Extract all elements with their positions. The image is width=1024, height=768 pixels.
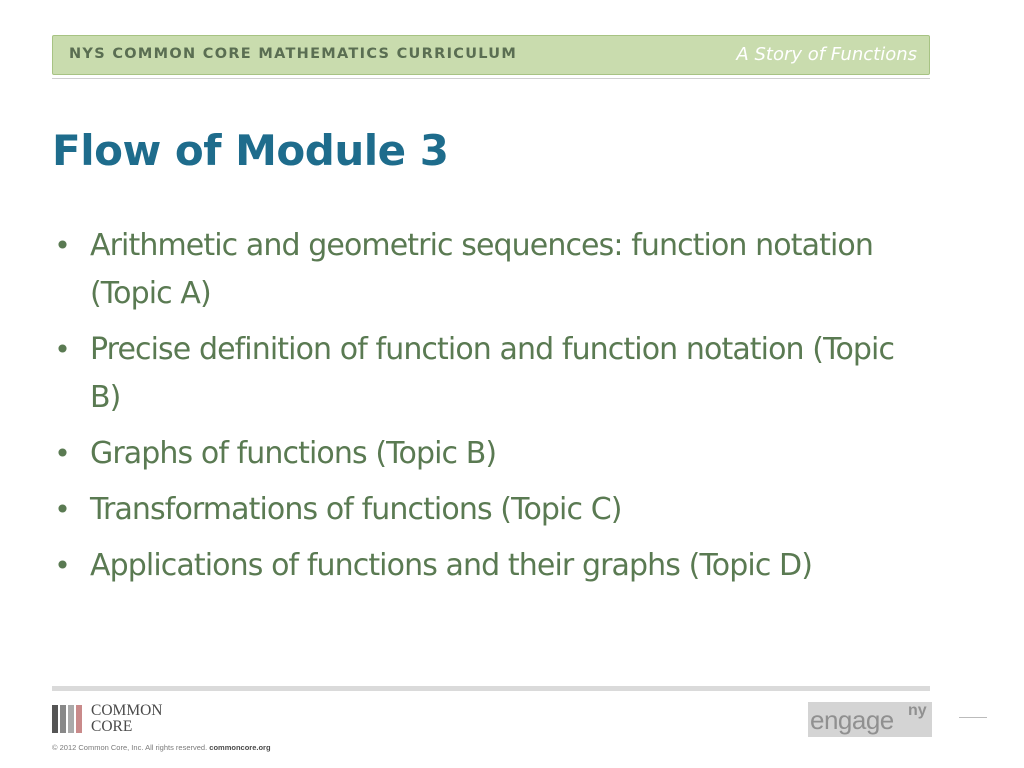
bullet-item [52,542,932,590]
engage-ny-suffix: ny [908,702,927,719]
header-bar [52,35,930,75]
bullet-dot-icon: • [54,437,70,470]
story-label: A Story of Functions [736,44,917,65]
side-divider [959,717,987,718]
copyright-notice [52,743,271,752]
footer-divider [52,686,930,691]
logo-line-common: COMMON [91,702,163,719]
bullet-dot-icon: • [54,333,70,366]
bullet-item [52,222,932,318]
curriculum-label: NYS COMMON CORE MATHEMATICS CURRICULUM [69,46,518,62]
bullet-item [52,326,932,422]
bullet-list [52,222,932,598]
bullet-text: Transformations of functions (Topic C) [90,492,622,527]
engageny-logo [808,702,932,737]
copyright-text: © 2012 Common Core, Inc. All rights reserved. [52,743,208,752]
bullet-text: Precise definition of function and function notation (Topic B) [90,332,895,415]
common-core-logo-icon [52,705,86,733]
engage-word: engage [810,705,894,735]
common-core-wordmark [91,703,162,735]
bullet-dot-icon: • [54,229,70,262]
bullet-dot-icon: • [54,493,70,526]
bullet-item [52,430,932,478]
bullet-text: Applications of functions and their graphs (Topic D) [90,548,813,583]
copyright-link: commoncore.org [209,743,271,752]
bullet-dot-icon: • [54,549,70,582]
header-divider [52,78,930,79]
bullet-text: Graphs of functions (Topic B) [90,436,497,471]
bullet-item [52,486,932,534]
logo-line-core: CORE [91,718,133,735]
bullet-text: Arithmetic and geometric sequences: function notation (Topic A) [90,228,873,311]
slide-title: Flow of Module 3 [52,126,449,175]
